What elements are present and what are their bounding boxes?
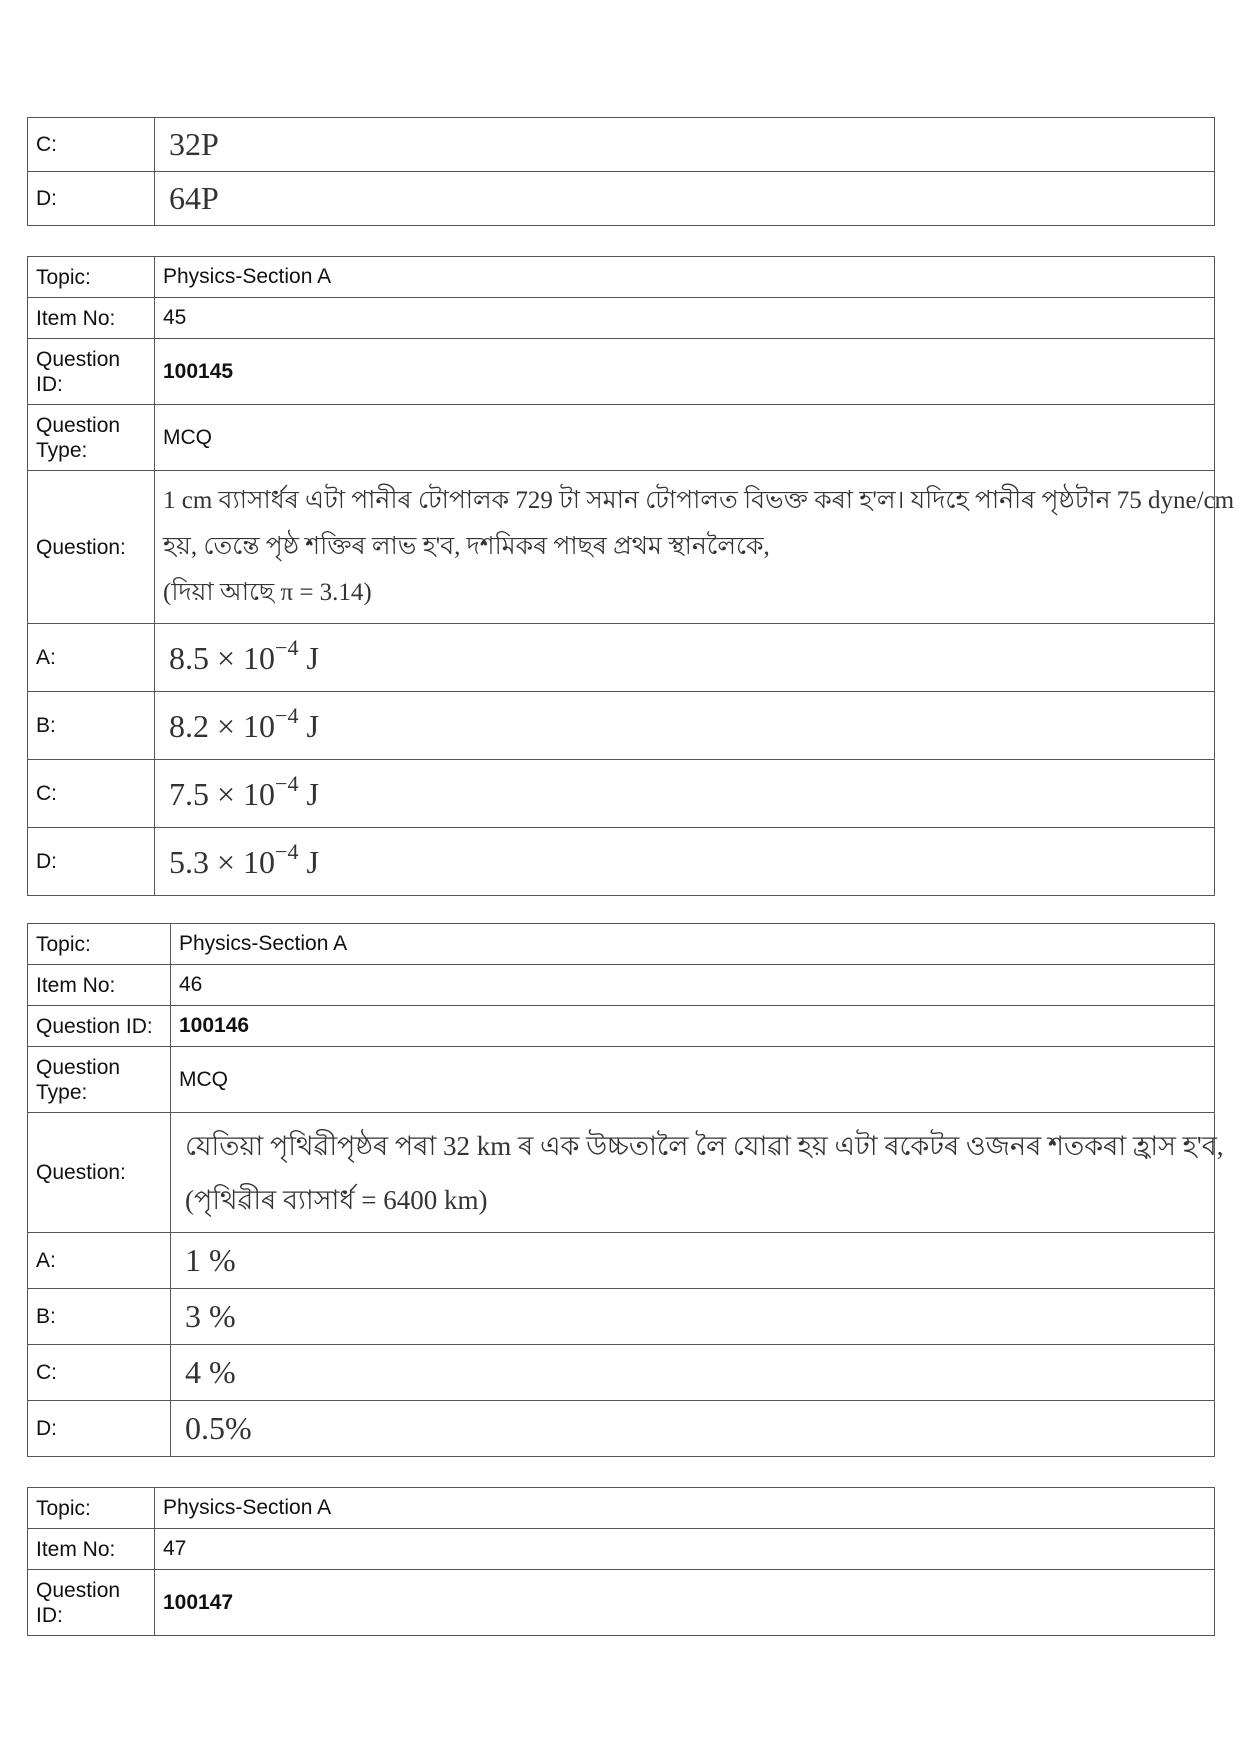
option-value: 0.5% [171,1401,1215,1457]
option-mantissa: 8.2 × 10 [169,708,276,745]
option-value: 1 % [171,1233,1215,1289]
question-id-row [28,1570,1215,1636]
option-value [155,760,1215,828]
question-id-value: 100147 [155,1570,1215,1636]
option-mantissa: 7.5 × 10 [169,776,276,813]
question-table-47 [27,1487,1215,1636]
option-label: C: [28,760,155,828]
option-exponent: −4 [275,702,299,728]
option-row-d [28,828,1215,896]
question-text [155,471,1235,624]
option-label: C: [28,118,155,172]
question-type-row [28,1047,1215,1113]
topic-row [28,257,1215,298]
option-label: D: [28,172,155,226]
option-label: C: [28,1345,171,1401]
topic-value: Physics-Section A [155,1488,1215,1529]
topic-row [28,924,1215,965]
question-id-row [28,339,1215,405]
option-value: 32P [155,118,1215,172]
question-type-value: MCQ [171,1047,1215,1113]
option-exponent: −4 [275,634,299,660]
option-row-c [28,118,1215,172]
option-row-b [28,1289,1215,1345]
question-line: হয়, তেন্তে পৃষ্ঠ শক্তিৰ লাভ হ'ব, দশমিকৰ পাছৰ প্ৰথম স্থানলৈকে, [163,533,770,560]
option-row-d [28,172,1215,226]
item-label: Item No: [28,965,171,1006]
topic-value: Physics-Section A [171,924,1215,965]
question-id-label: Question ID: [28,339,155,405]
topic-label: Topic: [28,1488,155,1529]
option-exponent: −4 [275,770,299,796]
option-value [155,624,1215,692]
item-value: 46 [171,965,1215,1006]
question-id-value: 100145 [155,339,1215,405]
option-value: 4 % [171,1345,1215,1401]
option-value: 3 % [171,1289,1215,1345]
question-label: Question: [28,1113,171,1233]
option-row-a [28,1233,1215,1289]
option-label: D: [28,828,155,896]
question-table-prev [27,117,1215,226]
option-value: 64P [155,172,1215,226]
question-id-row [28,1006,1215,1047]
question-row [28,471,1215,624]
option-label: D: [28,1401,171,1457]
option-unit: J [298,640,319,677]
topic-value: Physics-Section A [155,257,1215,298]
option-unit: J [298,708,319,745]
question-line: (পৃথিৱীৰ ব্যাসাৰ্ধ = 6400 km) [185,1184,488,1215]
item-value: 47 [155,1529,1215,1570]
option-exponent: −4 [275,838,299,864]
question-id-label: Question ID: [28,1570,155,1636]
topic-label: Topic: [28,257,155,298]
option-value [155,692,1215,760]
topic-row [28,1488,1215,1529]
option-row-d [28,1401,1215,1457]
option-unit: J [298,844,319,881]
question-id-label: Question ID: [28,1006,171,1047]
option-row-a [28,624,1215,692]
option-value [155,828,1215,896]
question-row [28,1113,1215,1233]
option-row-b [28,692,1215,760]
item-label: Item No: [28,1529,155,1570]
question-type-row [28,405,1215,471]
option-row-c [28,760,1215,828]
question-text [171,1113,1224,1233]
item-row [28,298,1215,339]
option-label: A: [28,624,155,692]
option-label: A: [28,1233,171,1289]
option-mantissa: 5.3 × 10 [169,844,276,881]
item-value: 45 [155,298,1215,339]
question-line: 1 cm ব্যাসাৰ্ধৰ এটা পানীৰ টোপালক 729 টা সমান টোপালত বিভক্ত কৰা হ'ল। যদিহে পানীৰ পৃষ্ঠটান 75 dyne/cm [163,487,1235,514]
item-label: Item No: [28,298,155,339]
question-type-label: Question Type: [28,1047,171,1113]
option-label: B: [28,1289,171,1345]
option-label: B: [28,692,155,760]
question-type-value: MCQ [155,405,1215,471]
option-row-c [28,1345,1215,1401]
question-label: Question: [28,471,155,624]
option-unit: J [298,776,319,813]
question-type-label: Question Type: [28,405,155,471]
question-id-value: 100146 [171,1006,1215,1047]
option-mantissa: 8.5 × 10 [169,640,276,677]
item-row [28,1529,1215,1570]
question-line: যেতিয়া পৃথিৱীপৃষ্ঠৰ পৰা 32 km ৰ এক উচ্চতালৈ লৈ যোৱা হয় এটা ৰকেটৰ ওজনৰ শতকৰা হ্ৰাস হ'ব, [185,1130,1224,1161]
question-table-45 [27,256,1235,896]
item-row [28,965,1215,1006]
topic-label: Topic: [28,924,171,965]
question-line: (দিয়া আছে π = 3.14) [163,579,372,606]
question-table-46 [27,923,1224,1457]
